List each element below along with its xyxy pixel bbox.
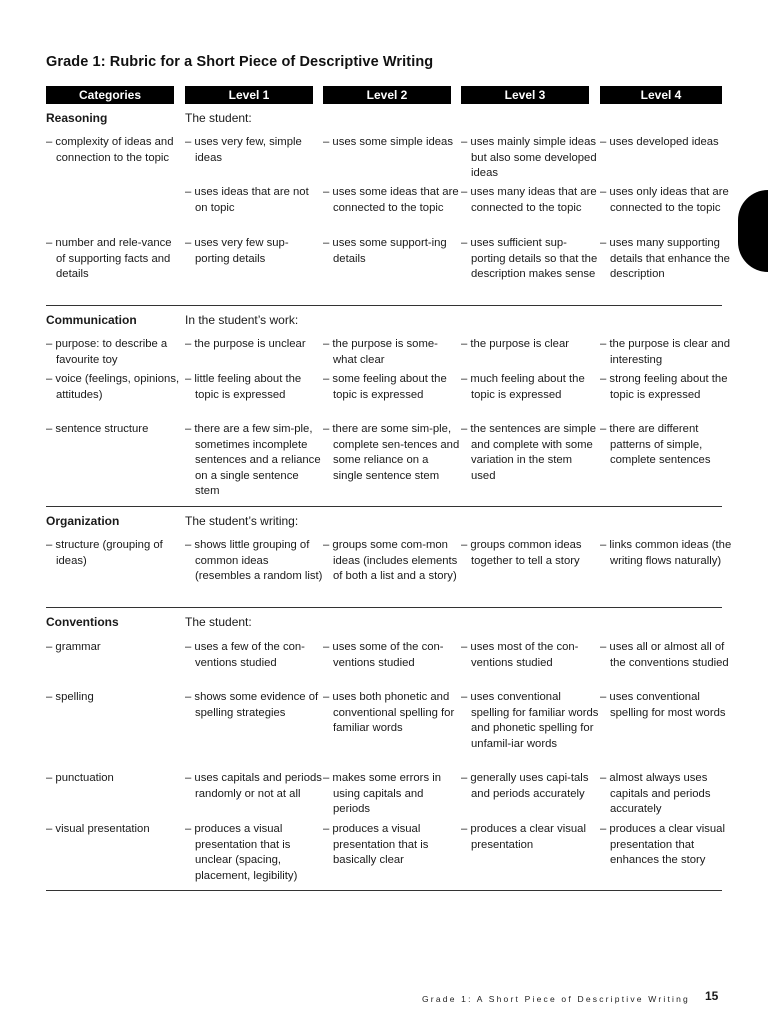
level-3-cell: – uses conventional spelling for familiar words and phonetic spelling for unfamil-iar words xyxy=(461,691,599,750)
level-3-cell: – uses mainly simple ideas but also some developed ideas xyxy=(461,136,597,179)
criterion-cell: – sentence structure xyxy=(46,423,149,435)
level-4-cell: – uses developed ideas xyxy=(600,136,719,148)
side-tab-marker xyxy=(738,190,768,272)
section-divider xyxy=(46,305,722,306)
criterion-cell: – number and rele-vance of supporting facts and details xyxy=(46,237,172,280)
level-3-cell: – the sentences are simple and complete with some variation in the stem used xyxy=(461,423,597,482)
level-4-cell: – uses conventional spelling for most words xyxy=(600,691,726,719)
section-title-organization: Organization xyxy=(46,514,120,528)
section-divider xyxy=(46,506,722,507)
criterion-cell: – visual presentation xyxy=(46,823,150,835)
level-2-cell: – makes some errors in using capitals and periods xyxy=(323,772,442,815)
level-2-cell: – produces a visual presentation that is basically clear xyxy=(323,823,429,866)
section-intro-reasoning: The student: xyxy=(185,111,252,125)
header-level-1: Level 1 xyxy=(185,86,313,104)
level-1-cell: – little feeling about the topic is expressed xyxy=(185,373,302,401)
level-3-cell: – uses many ideas that are connected to the topic xyxy=(461,186,597,214)
level-2-cell: – uses some support-ing details xyxy=(323,237,447,265)
criterion-cell: – spelling xyxy=(46,691,94,703)
criterion-cell: – punctuation xyxy=(46,772,114,784)
criterion-cell: – voice (feelings, opinions, attitudes) xyxy=(46,373,180,401)
level-2-cell: – uses some of the con-ventions studied xyxy=(323,641,444,669)
page-number: 15 xyxy=(705,989,719,1003)
level-1-cell: – the purpose is unclear xyxy=(185,338,306,350)
section-title-conventions: Conventions xyxy=(46,615,119,629)
level-3-cell: – uses most of the con-ventions studied xyxy=(461,641,579,669)
level-3-cell: – generally uses capi-tals and periods accurately xyxy=(461,772,589,800)
level-2-cell: – there are some sim-ple, complete sen-tences and some reliance on a single sentence stem xyxy=(323,423,460,482)
level-1-cell: – shows little grouping of common ideas (resembles a random list) xyxy=(185,539,323,582)
level-2-cell: – uses both phonetic and conventional spelling for familiar words xyxy=(323,691,455,734)
page-title: Grade 1: Rubric for a Short Piece of Descriptive Writing xyxy=(46,54,434,70)
header-categories: Categories xyxy=(46,86,174,104)
table-bottom-rule xyxy=(46,890,722,891)
level-1-cell: – there are a few sim-ple, sometimes incomplete sentences and a reliance on a single sentence stem xyxy=(185,423,321,497)
header-level-4: Level 4 xyxy=(600,86,722,104)
level-3-cell: – uses sufficient sup-porting details so that the description makes sense xyxy=(461,237,598,280)
level-3-cell: – groups common ideas together to tell a story xyxy=(461,539,582,567)
level-1-cell: – uses very few, simple ideas xyxy=(185,136,302,164)
level-3-cell: – much feeling about the topic is expressed xyxy=(461,373,585,401)
level-2-cell: – uses some ideas that are connected to the topic xyxy=(323,186,459,214)
level-4-cell: – produces a clear visual presentation that enhances the story xyxy=(600,823,725,866)
level-4-cell: – there are different patterns of simple, complete sentences xyxy=(600,423,711,466)
section-intro-organization: The student’s writing: xyxy=(185,514,299,528)
level-4-cell: – uses only ideas that are connected to the topic xyxy=(600,186,729,214)
section-title-communication: Communication xyxy=(46,313,137,327)
header-level-2: Level 2 xyxy=(323,86,451,104)
level-2-cell: – some feeling about the topic is expressed xyxy=(323,373,447,401)
level-3-cell: – produces a clear visual presentation xyxy=(461,823,586,851)
level-4-cell: – uses all or almost all of the conventions studied xyxy=(600,641,729,669)
criterion-cell: – complexity of ideas and connection to the topic xyxy=(46,136,174,164)
level-1-cell: – produces a visual presentation that is unclear (spacing, placement, legibility) xyxy=(185,823,298,882)
level-1-cell: – uses a few of the con-ventions studied xyxy=(185,641,305,669)
header-level-3: Level 3 xyxy=(461,86,589,104)
footer-running-title: Grade 1: A Short Piece of Descriptive Writing xyxy=(422,994,690,1004)
level-4-cell: – uses many supporting details that enhance the description xyxy=(600,237,730,280)
level-1-cell: – uses ideas that are not on topic xyxy=(185,186,309,214)
level-4-cell: – the purpose is clear and interesting xyxy=(600,338,730,366)
level-4-cell: – links common ideas (the writing flows naturally) xyxy=(600,539,732,567)
level-2-cell: – uses some simple ideas xyxy=(323,136,453,148)
level-4-cell: – almost always uses capitals and periods accurately xyxy=(600,772,711,815)
level-1-cell: – uses capitals and periods randomly or not at all xyxy=(185,772,322,800)
level-1-cell: – uses very few sup-porting details xyxy=(185,237,289,265)
level-3-cell: – the purpose is clear xyxy=(461,338,570,350)
section-title-reasoning: Reasoning xyxy=(46,111,108,125)
criterion-cell: – structure (grouping of ideas) xyxy=(46,539,163,567)
level-4-cell: – strong feeling about the topic is expressed xyxy=(600,373,728,401)
section-intro-communication: In the student’s work: xyxy=(185,313,299,327)
level-2-cell: – the purpose is some-what clear xyxy=(323,338,438,366)
level-1-cell: – shows some evidence of spelling strategies xyxy=(185,691,319,719)
section-divider xyxy=(46,607,722,608)
criterion-cell: – purpose: to describe a favourite toy xyxy=(46,338,168,366)
criterion-cell: – grammar xyxy=(46,641,101,653)
section-intro-conventions: The student: xyxy=(185,615,252,629)
level-2-cell: – groups some com-mon ideas (includes elements of both a list and a story) xyxy=(323,539,458,582)
